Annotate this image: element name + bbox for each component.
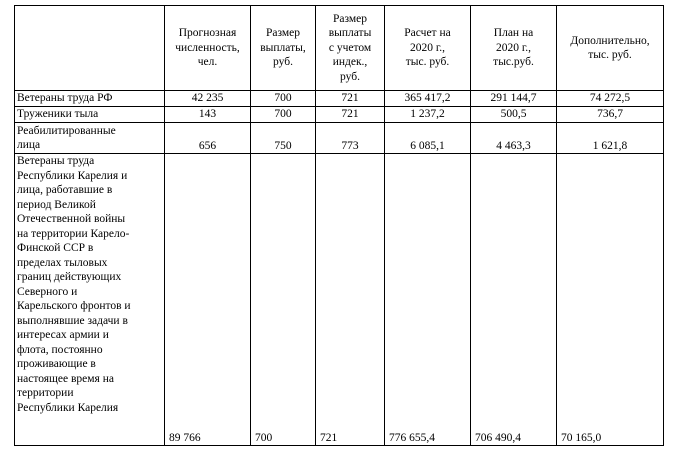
cell-additional: 74 272,5: [557, 91, 664, 107]
cell-calc-2020: 365 417,2: [385, 91, 471, 107]
header-calc-2020: Расчет на 2020 г., тыс. руб.: [385, 6, 471, 91]
cell-forecast: 656: [165, 123, 251, 154]
cell-payment-indexed: 721: [316, 91, 385, 107]
cell-payment-indexed: 721: [316, 154, 385, 446]
cell-additional: 736,7: [557, 107, 664, 123]
cell-forecast: 89 766: [165, 154, 251, 446]
row-name: Ветераны труда Республики Карелия и лица, работавшие в период Великой Отечественной войны на территории Карело- Финской ССР в пределах тыловых границ действующих Северного и Карельского фронтов и выполнявшие задачи в интересах армии и флота, постоянно проживающие в настоящее время на территории Республики Карелия: [15, 154, 165, 446]
header-payment: Размер выплаты, руб.: [251, 6, 316, 91]
header-plan-2020: План на 2020 г., тыс.руб.: [471, 6, 557, 91]
cell-payment-indexed: 721: [316, 107, 385, 123]
cell-plan-2020: 291 144,7: [471, 91, 557, 107]
row-name: Реабилитированные лица: [15, 123, 165, 154]
cell-plan-2020: 500,5: [471, 107, 557, 123]
cell-additional: 70 165,0: [557, 154, 664, 446]
cell-payment: 700: [251, 107, 316, 123]
payments-table: [14, 5, 664, 446]
cell-additional: 1 621,8: [557, 123, 664, 154]
cell-payment: 750: [251, 123, 316, 154]
row-name: Труженики тыла: [15, 107, 165, 123]
table-row: [15, 107, 664, 123]
header-payment-indexed: Размер выплаты с учетом индек., руб.: [316, 6, 385, 91]
cell-forecast: 143: [165, 107, 251, 123]
header-empty-cell: [15, 6, 165, 91]
row-name: Ветераны труда РФ: [15, 91, 165, 107]
cell-forecast: 42 235: [165, 91, 251, 107]
cell-payment: 700: [251, 154, 316, 446]
cell-calc-2020: 776 655,4: [385, 154, 471, 446]
header-additional: Дополнительно, тыс. руб.: [557, 6, 664, 91]
cell-calc-2020: 1 237,2: [385, 107, 471, 123]
cell-payment: 700: [251, 91, 316, 107]
table-row: [15, 154, 664, 446]
cell-payment-indexed: 773: [316, 123, 385, 154]
header-forecast: Прогнозная численность, чел.: [165, 6, 251, 91]
header-row: [15, 6, 664, 91]
table-row: [15, 123, 664, 154]
table-row: [15, 91, 664, 107]
cell-calc-2020: 6 085,1: [385, 123, 471, 154]
cell-plan-2020: 4 463,3: [471, 123, 557, 154]
cell-plan-2020: 706 490,4: [471, 154, 557, 446]
